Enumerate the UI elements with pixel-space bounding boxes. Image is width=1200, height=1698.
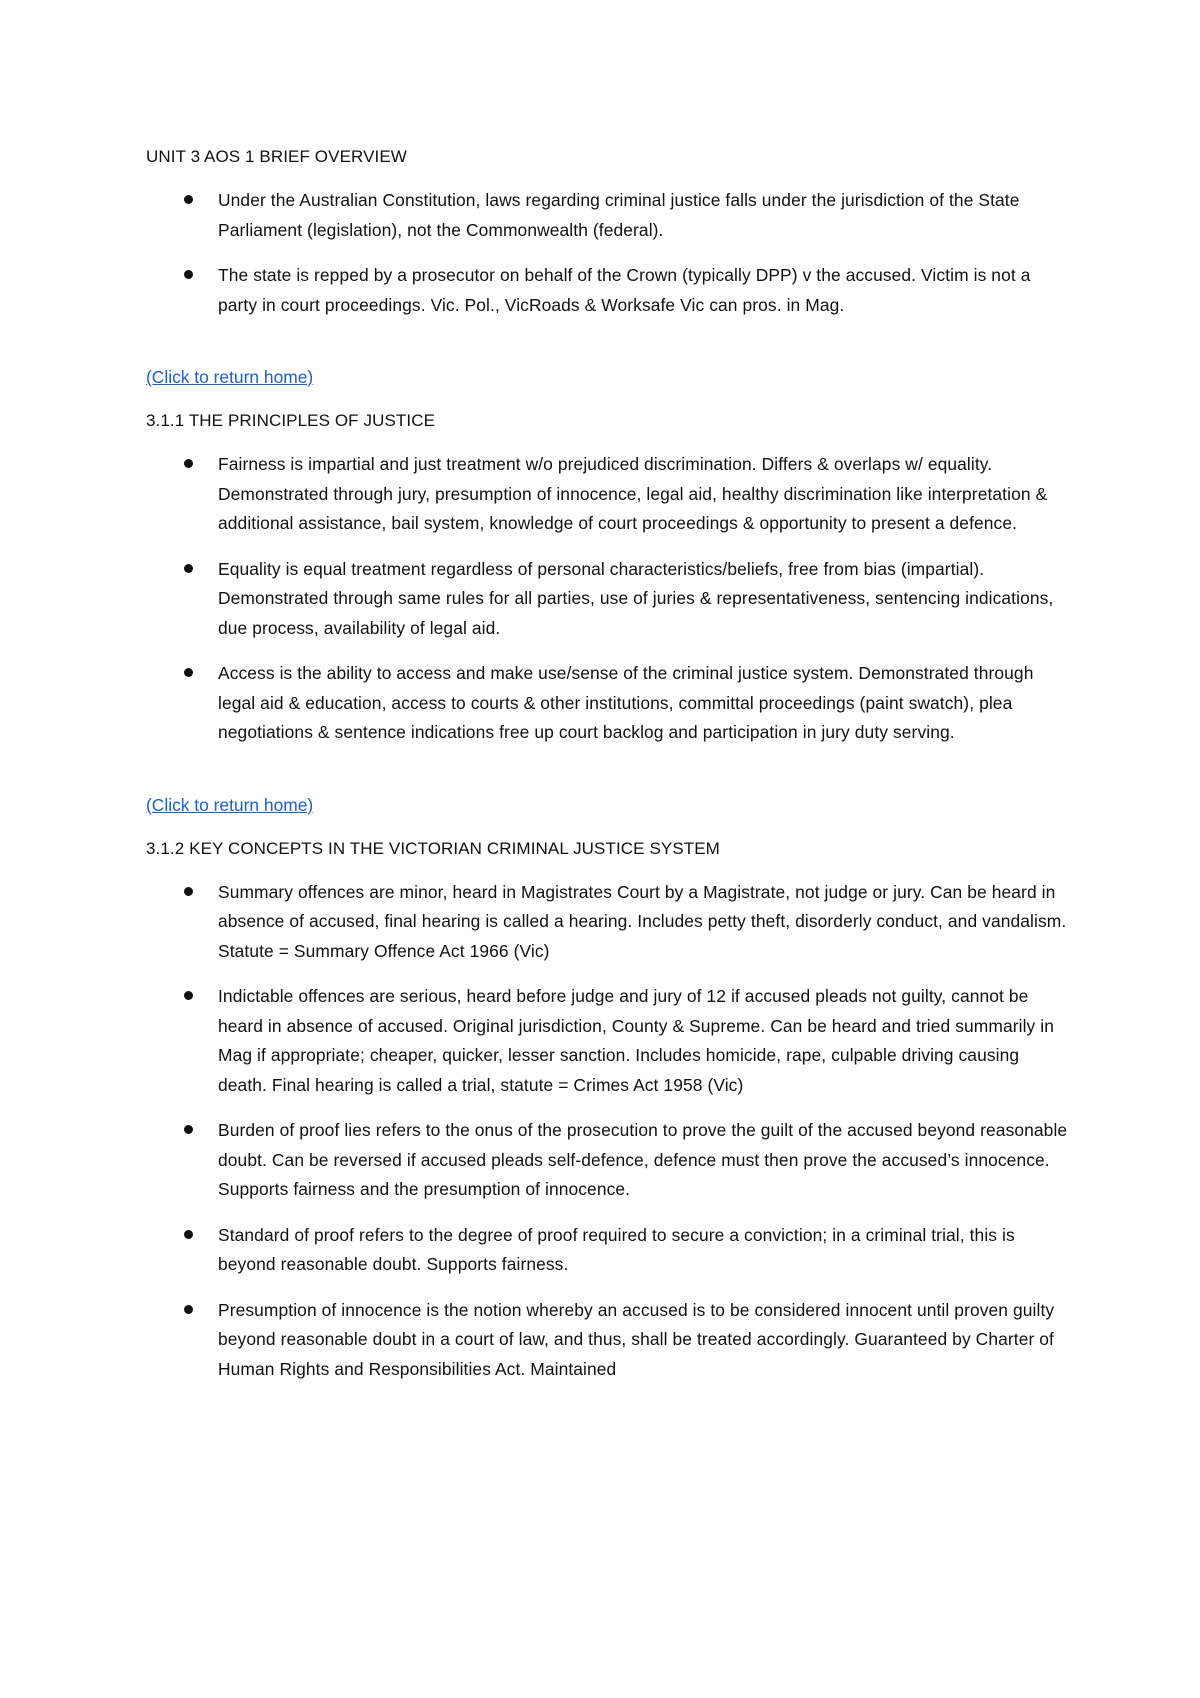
bullet-icon xyxy=(184,459,193,468)
list-item xyxy=(146,450,1071,539)
bullet-icon xyxy=(184,564,193,573)
bullet-icon xyxy=(184,1230,193,1239)
list-item-text: Fairness is impartial and just treatment w/o prejudiced discrimination. Differs & overlaps w/ equality. Demonstrated through jury, presumption of innocence, legal aid, healthy discrimination like interpretation & additional assistance, bail system, knowledge of court proceedings & opportunity to present a defence. xyxy=(218,454,1048,533)
list-item xyxy=(146,878,1071,967)
list-item-text: Access is the ability to access and make use/sense of the criminal justice system. Demonstrated through legal aid & education, access to courts & other institutions, committal proceedings (paint swatch), plea negotiations & sentence indications free up court backlog and participation in jury duty serving. xyxy=(218,663,1034,742)
key-concepts-list xyxy=(146,878,1071,1385)
bullet-icon xyxy=(184,270,193,279)
bullet-icon xyxy=(184,991,193,1000)
section-heading-principles: 3.1.1 THE PRINCIPLES OF JUSTICE xyxy=(146,411,436,430)
return-home-paragraph xyxy=(146,794,1071,816)
section-heading-key-concepts: 3.1.2 KEY CONCEPTS IN THE VICTORIAN CRIMINAL JUSTICE SYSTEM xyxy=(146,838,720,858)
list-item xyxy=(146,1296,1071,1385)
list-item-text: Equality is equal treatment regardless of personal characteristics/beliefs, free from bias (impartial). Demonstrated through same rules for all parties, use of juries & representativeness, sentencing indications, due process, availability of legal aid. xyxy=(218,558,1054,638)
list-item xyxy=(146,186,1071,245)
bullet-icon xyxy=(184,887,193,896)
bullet-icon xyxy=(184,1125,193,1134)
list-item xyxy=(146,659,1071,748)
bullet-icon xyxy=(184,195,193,204)
list-item xyxy=(146,982,1071,1100)
document-body xyxy=(146,146,1071,1400)
list-item-text: Burden of proof lies refers to the onus of the prosecution to prove the guilt of the accused beyond reasonable doubt. Can be reversed if accused pleads self-defence, defence must then prove the accused’s innocence. Supports fairness and the presumption of innocence. xyxy=(218,1120,1068,1199)
list-item-text: Indictable offences are serious, heard before judge and jury of 12 if accused pleads not guilty, cannot be heard in absence of accused. Original jurisdiction, County & Supreme. Can be heard and tried summarily in Mag if appropriate; cheaper, quicker, lesser sanction. Includes homicide, rape, culpable driving causing death. Final hearing is called a trial, statute = Crimes Act 1958 (Vic) xyxy=(218,986,1055,1095)
return-home-paragraph xyxy=(146,366,1071,388)
list-item xyxy=(146,1116,1071,1205)
overview-list xyxy=(146,186,1071,320)
list-item-text: The state is repped by a prosecutor on behalf of the Crown (typically DPP) v the accused. Victim is not a party in court proceedings. Vic. Pol., VicRoads & Worksafe Vic can pros. in Mag. xyxy=(218,265,1031,315)
list-item-text: Standard of proof refers to the degree of proof required to secure a conviction; in a criminal trial, this is beyond reasonable doubt. Supports fairness. xyxy=(218,1224,1015,1274)
document-title: UNIT 3 AOS 1 BRIEF OVERVIEW xyxy=(146,147,407,166)
list-item xyxy=(146,1221,1071,1280)
list-item xyxy=(146,261,1071,320)
list-item-text: Under the Australian Constitution, laws regarding criminal justice falls under the jurisdiction of the State Parliament (legislation), not the Commonwealth (federal). xyxy=(218,190,1020,240)
principles-list xyxy=(146,450,1071,748)
bullet-icon xyxy=(184,668,193,677)
return-home-link[interactable]: (Click to return home) xyxy=(146,367,314,387)
return-home-link[interactable]: (Click to return home) xyxy=(146,794,314,815)
list-item xyxy=(146,555,1071,644)
list-item-text: Presumption of innocence is the notion whereby an accused is to be considered innocent until proven guilty beyond reasonable doubt in a court of law, and thus, shall be treated accordingly. Guaranteed by Charter of Human Rights and Responsibilities Act. Maintained xyxy=(218,1299,1055,1379)
bullet-icon xyxy=(184,1305,193,1314)
list-item-text: Summary offences are minor, heard in Magistrates Court by a Magistrate, not judge or jury. Can be heard in absence of accused, final hearing is called a hearing. Includes petty theft, disorderly conduct, and vandalism. Statute = Summary Offence Act 1966 (Vic) xyxy=(218,881,1067,961)
